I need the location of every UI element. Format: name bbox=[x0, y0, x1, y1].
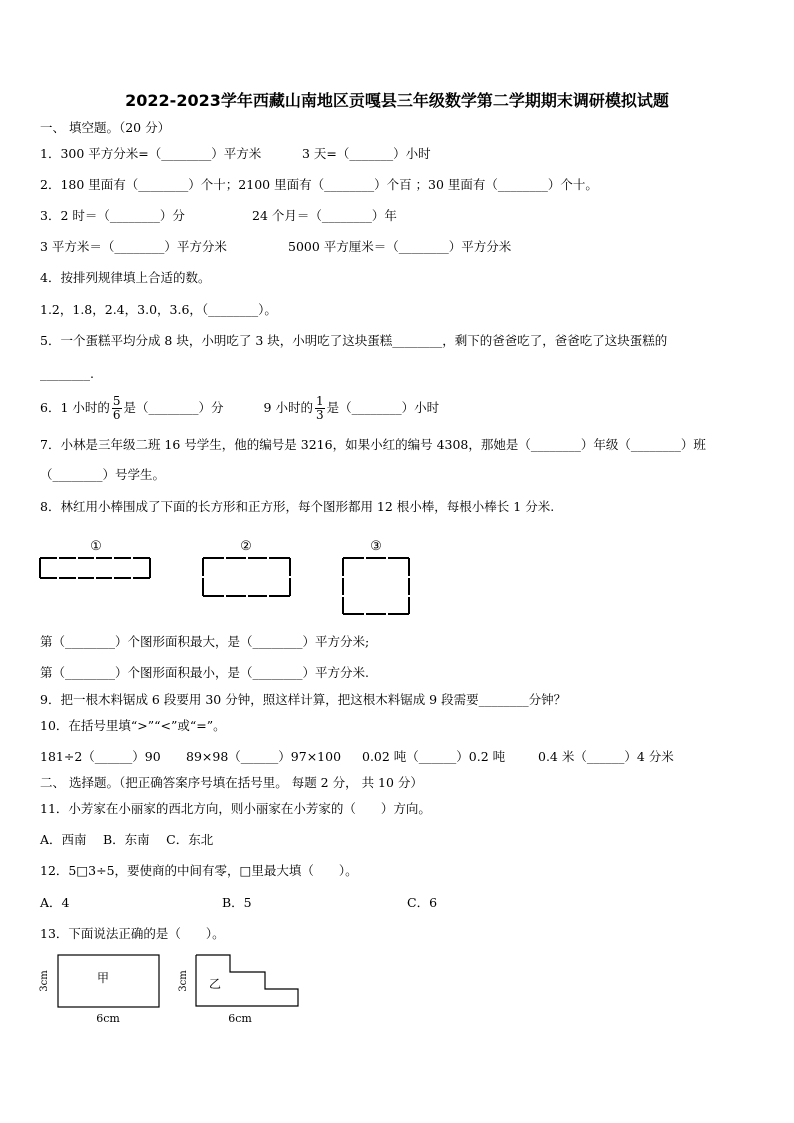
question-2: 2．180 里面有（________）个十；2100 里面有（________）个百 ；30 里面有（________）个十。 bbox=[40, 177, 598, 192]
question-4-sequence: 1.2，1.8，2.4，3.0，3.6，（________）。 bbox=[40, 302, 277, 317]
question-11-options: A．西南 B．东南 C．东北 bbox=[40, 832, 214, 847]
figure-2-rectangle bbox=[202, 557, 291, 597]
question-1b: 3 天=（_______）小时 bbox=[302, 146, 431, 161]
question-10: 10．在括号里填“>”“<”或“=”。 bbox=[40, 718, 226, 733]
question-13: 13．下面说法正确的是（ ）。 bbox=[40, 926, 225, 941]
question-12: 12．5□3÷5，要使商的中间有零，□里最大填（ ）。 bbox=[40, 863, 358, 878]
question-10-item-b: 89×98（______）97×100 bbox=[186, 749, 342, 764]
question-8b: 第（________）个图形面积最小，是（________）平方分米. bbox=[40, 665, 369, 680]
question-10-item-d: 0.4 米（______）4 分米 bbox=[538, 749, 674, 764]
section-1-heading: 一、 填空题。（20 分） bbox=[40, 120, 171, 135]
shape-jia-height: 3cm bbox=[39, 970, 50, 992]
question-10-item-a: 181÷2（______）90 bbox=[40, 749, 161, 764]
shape-yi-label: 乙 bbox=[208, 977, 222, 991]
fraction-numerator: 5 bbox=[112, 394, 121, 408]
question-12-option-b: B．5 bbox=[222, 895, 252, 910]
question-12-option-c: C．6 bbox=[407, 895, 438, 910]
q6-part3: 9 小时的 bbox=[263, 400, 313, 415]
question-5a: 5．一个蛋糕平均分成 8 块，小明吃了 3 块，小明吃了这块蛋糕________，剩下的爸爸吃了，爸爸吃了这块蛋糕的 bbox=[40, 333, 668, 348]
figure-3-label: ③ bbox=[370, 539, 382, 554]
fraction-denominator: 3 bbox=[315, 408, 324, 422]
shape-jia-width: 6cm bbox=[96, 1012, 120, 1025]
question-13-figures bbox=[39, 955, 298, 1025]
page-title: 2022-2023学年西藏山南地区贡嘎县三年级数学第二学期期末调研模拟试题 bbox=[125, 91, 669, 110]
question-8a: 第（________）个图形面积最大，是（________）平方分米; bbox=[40, 634, 370, 649]
shape-yi-width: 6cm bbox=[228, 1012, 252, 1025]
q6-part1: 6．1 小时的 bbox=[40, 400, 110, 415]
question-3c: 3 平方米＝（________）平方分米 bbox=[40, 239, 227, 254]
question-7b: （________）号学生。 bbox=[40, 467, 166, 482]
question-5b: ________. bbox=[40, 366, 94, 381]
shape-yi-height: 3cm bbox=[178, 970, 189, 992]
question-11: 11．小芳家在小丽家的西北方向，则小丽家在小芳家的（ ）方向。 bbox=[40, 801, 431, 816]
question-3d: 5000 平方厘米＝（________）平方分米 bbox=[288, 239, 512, 254]
shape-jia-label: 甲 bbox=[96, 971, 110, 985]
section-2-heading: 二、 选择题。（把正确答案序号填在括号里。 每题 2 分， 共 10 分） bbox=[40, 775, 423, 790]
question-3b: 24 个月＝（________）年 bbox=[252, 208, 397, 223]
question-4: 4．按排列规律填上合适的数。 bbox=[40, 270, 211, 285]
q6-part4: 是（________）小时 bbox=[326, 400, 440, 415]
question-7a: 7．小林是三年级二班 16 号学生，他的编号是 3216，如果小红的编号 4308，那她是（________）年级（________）班 bbox=[40, 437, 706, 452]
q6-part2: 是（________）分 bbox=[123, 400, 224, 415]
question-3a: 3．2 时＝（________）分 bbox=[40, 208, 185, 223]
question-1a: 1．300 平方分米=（________）平方米 bbox=[40, 146, 262, 161]
question-12-option-a: A．4 bbox=[40, 895, 70, 910]
fraction-denominator: 6 bbox=[112, 408, 121, 422]
figure-2-label: ② bbox=[240, 539, 252, 554]
question-10-item-c: 0.02 吨（______）0.2 吨 bbox=[362, 749, 506, 764]
figure-1-rectangle bbox=[40, 557, 150, 579]
question-8: 8．林红用小棒围成了下面的长方形和正方形，每个图形都用 12 根小棒，每根小棒长 1 分米. bbox=[40, 499, 555, 514]
fraction-numerator: 1 bbox=[315, 394, 324, 408]
question-9: 9．把一根木料锯成 6 段要用 30 分钟，照这样计算，把这根木料锯成 9 段需要________分钟？ bbox=[40, 692, 567, 707]
figure-1-label: ① bbox=[90, 539, 102, 554]
figure-3-square bbox=[342, 557, 410, 615]
